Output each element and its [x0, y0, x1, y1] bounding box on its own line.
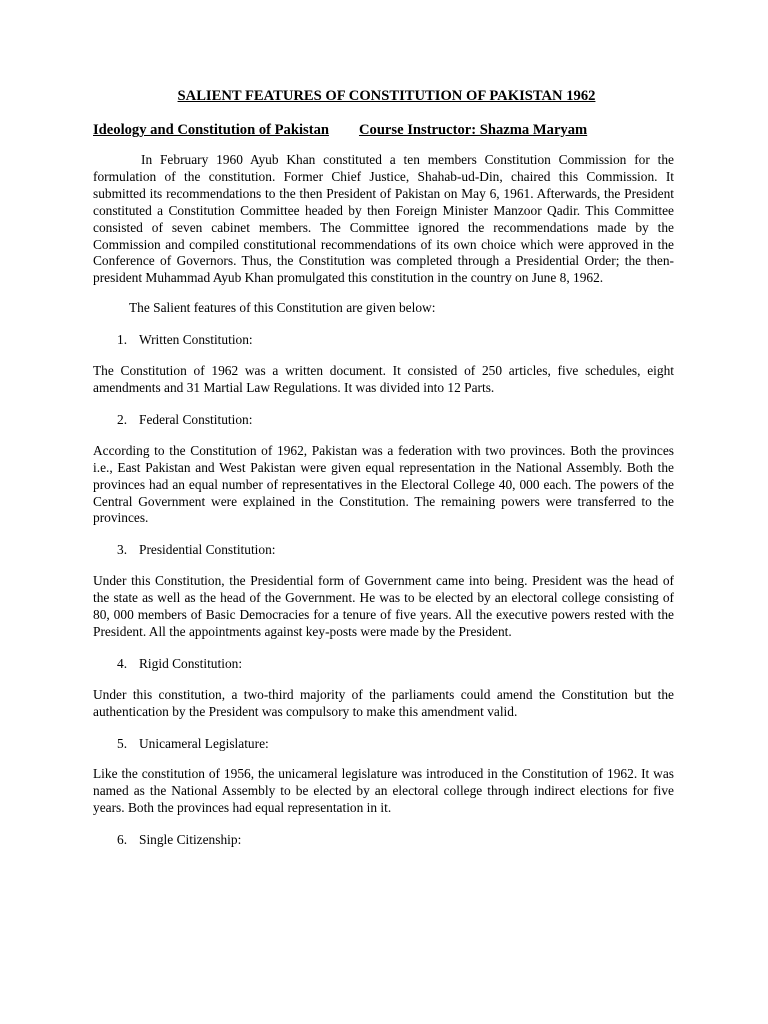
section-4: [93, 656, 674, 721]
intro-paragraph: In February 1960 Ayub Khan constituted a ten members Constitution Commission for the formulation of the constitution. Former Chief Justice, Shahab-ud-Din, chaired this Commission. It submitted its recommendations to the then President of Pakistan on May 6, 1961. Afterwards, the President constituted a Constitution Committee headed by then Foreign Minister Manzoor Qadir. This Committee consisted of seven cabinet members. The Committee ignored the recommendations made by the Commission and compiled constitutional recommendations of its own choice which were approved in the Conference of Governors. Thus, the Constitution was completed through a Presidential Order; the then-president Muhammad Ayub Khan promulgated this constitution in the country on June 8, 1962.: [93, 152, 674, 286]
course-name: Ideology and Constitution of Pakistan: [93, 122, 329, 138]
section-title: Presidential Constitution:: [139, 542, 276, 558]
section-3: [93, 542, 674, 641]
section-heading: [93, 736, 674, 753]
section-2: [93, 412, 674, 527]
section-body: Like the constitution of 1956, the unicameral legislature was introduced in the Constitution of 1962. It was named as the National Assembly to be elected by an electoral college through indirect elections for five years. Both the provinces had equal representation in it.: [93, 766, 674, 816]
section-number: 5.: [117, 735, 128, 751]
section-heading: [93, 412, 674, 429]
section-number: 2.: [117, 411, 128, 427]
features-intro: The Salient features of this Constitution are given below:: [129, 300, 436, 316]
document-title: SALIENT FEATURES OF CONSTITUTION OF PAKISTAN 1962: [177, 88, 596, 104]
section-title: Written Constitution:: [139, 332, 253, 348]
section-heading: [93, 656, 674, 673]
section-heading: [93, 542, 674, 559]
section-body: According to the Constitution of 1962, Pakistan was a federation with two provinces. Both the provinces i.e., East Pakistan and West Pakistan were given equal representation in the National Assembly. Both the provinces had an equal number of representatives in the Electoral College 40, 000 each. The powers of the Central Government were explained in the Constitution. The remaining powers were transferred to the provinces.: [93, 442, 674, 526]
section-body: The Constitution of 1962 was a written document. It consisted of 250 articles, five schedules, eight amendments and 31 Martial Law Regulations. It was divided into 12 Parts.: [93, 363, 674, 395]
section-heading: [93, 332, 674, 349]
section-heading: [93, 832, 674, 849]
section-body: Under this constitution, a two-third majority of the parliaments could amend the Constitution but the authentication by the President was compulsory to make this amendment valid.: [93, 686, 674, 719]
section-title: Unicameral Legislature:: [139, 735, 269, 751]
section-6: [93, 832, 674, 849]
course-instructor: Course Instructor: Shazma Maryam: [358, 122, 588, 138]
section-1: [93, 332, 674, 397]
section-title: Rigid Constitution:: [139, 655, 243, 671]
section-title: Federal Constitution:: [139, 411, 253, 427]
section-title: Single Citizenship:: [139, 832, 242, 848]
section-number: 3.: [117, 542, 128, 558]
section-number: 1.: [117, 332, 128, 348]
section-number: 4.: [117, 655, 128, 671]
section-5: [93, 736, 674, 818]
section-body: Under this Constitution, the Presidential form of Government came into being. President was the head of the state as well as the head of the Government. He was to be elected by an electoral college consisting of 80, 000 members of Basic Democracies for a tenure of five years. All the executive powers rested with the President. All the appointments against key-posts were made by the President.: [93, 573, 674, 639]
document-subtitle: [93, 121, 674, 140]
section-number: 6.: [117, 832, 128, 848]
